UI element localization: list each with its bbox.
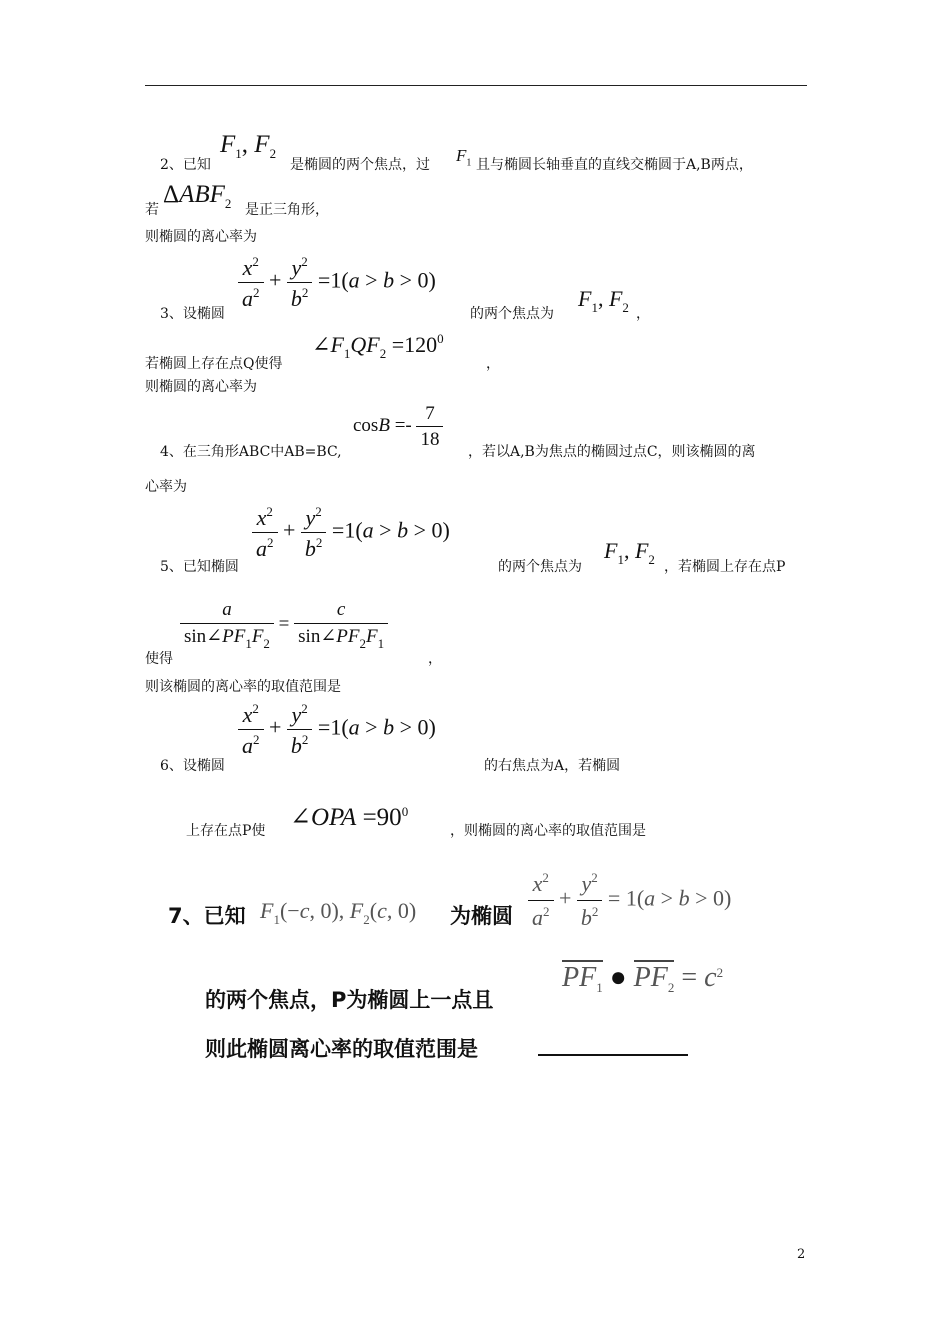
q5-end: ，若椭圆上存在点P	[664, 559, 786, 575]
q5-line2-prefix: 使得	[145, 651, 173, 667]
q2-math-f1f2: $F_1$, $F_2$	[220, 131, 277, 161]
q3-end: ，	[636, 306, 650, 322]
q3-text-mid: 的两个焦点为	[470, 306, 554, 322]
q4-math-cosb: cosB =- $\frac{7}{18}$	[353, 404, 443, 449]
q3-line3: 则椭圆的离心率为	[145, 379, 257, 395]
q2-prefix: 2、已知	[160, 157, 211, 173]
q7-math-foci: $F_1(-c$, 0), $F_2(c$, 0)	[260, 898, 417, 927]
q5-math-ratio: $\frac{a}{\sin\angle PF_1F_2}$ = $\frac{c}{\sin\angle PF_2F_1}$	[180, 600, 388, 650]
q3-math-f1f2: $F_1$, $F_2$	[578, 286, 629, 315]
q4-line2: 心率为	[145, 479, 187, 495]
q7-line2: 的两个焦点，P为椭圆上一点且	[205, 988, 494, 1012]
q2-math-f1: $F_1$	[456, 146, 472, 169]
q7-math-ellipse: $\frac{x^2}{a^2}$ + $\frac{y^2}{b^2}$ = 1(a > b > 0)	[528, 870, 731, 931]
q2-line3: 则椭圆的离心率为	[145, 229, 257, 245]
q3-line2-prefix: 若椭圆上存在点Q使得	[145, 356, 283, 372]
q7-math-dot-product: $PF_1$ ● $PF_2 = c^2$	[562, 962, 724, 995]
q5-text-mid: 的两个焦点为	[498, 559, 582, 575]
q3-math-ellipse: $\frac{x^2}{a^2}$ + $\frac{y^2}{b^2}$ =1(a > b > 0)	[238, 255, 436, 310]
q7-answer-blank	[538, 1036, 688, 1056]
q2-text-mid: 是椭圆的两个焦点，过	[290, 157, 430, 173]
q7-line3: 则此椭圆离心率的取值范围是	[205, 1037, 478, 1061]
q5-line3: 则该椭圆的离心率的取值范围是	[145, 679, 341, 695]
q3-prefix: 3、设椭圆	[160, 306, 225, 322]
q4-prefix: 4、在三角形ABC中AB=BC,	[160, 444, 342, 460]
q6-line2-suffix: ，则椭圆的离心率的取值范围是	[450, 823, 646, 839]
q2-line2-prefix: 若	[145, 202, 159, 218]
q5-math-f1f2: $F_1$, $F_2$	[604, 538, 655, 567]
q6-text-mid: 的右焦点为A，若椭圆	[484, 758, 621, 774]
q6-math-angle: ∠OPA $=90^0$	[290, 804, 409, 832]
q2-text-mid2: 且与椭圆长轴垂直的直线交椭圆于A,B两点，	[476, 157, 753, 173]
q7-prefix: 7、已知	[168, 904, 246, 928]
q4-text-mid: ，若以A,B为焦点的椭圆过点C，则该椭圆的离	[468, 444, 756, 460]
q7-text-mid: 为椭圆	[450, 904, 513, 928]
q6-math-ellipse: $\frac{x^2}{a^2}$ + $\frac{y^2}{b^2}$ =1(a > b > 0)	[238, 702, 436, 757]
header-rule	[145, 85, 807, 86]
q5-line2-suffix: ，	[428, 651, 442, 667]
page-number: 2	[797, 1247, 806, 1262]
q6-line2-prefix: 上存在点P使	[186, 823, 266, 839]
q3-math-angle: $\angle F_1QF_2 =120^0$	[312, 331, 444, 361]
q5-prefix: 5、已知椭圆	[160, 559, 239, 575]
q2-line2-suffix: 是正三角形，	[245, 202, 329, 218]
q6-prefix: 6、设椭圆	[160, 758, 225, 774]
q3-line2-suffix: ，	[486, 356, 500, 372]
q5-math-ellipse: $\frac{x^2}{a^2}$ + $\frac{y^2}{b^2}$ =1(a > b > 0)	[252, 505, 450, 560]
q2-math-triangle: $\Delta ABF_2$	[163, 181, 232, 211]
